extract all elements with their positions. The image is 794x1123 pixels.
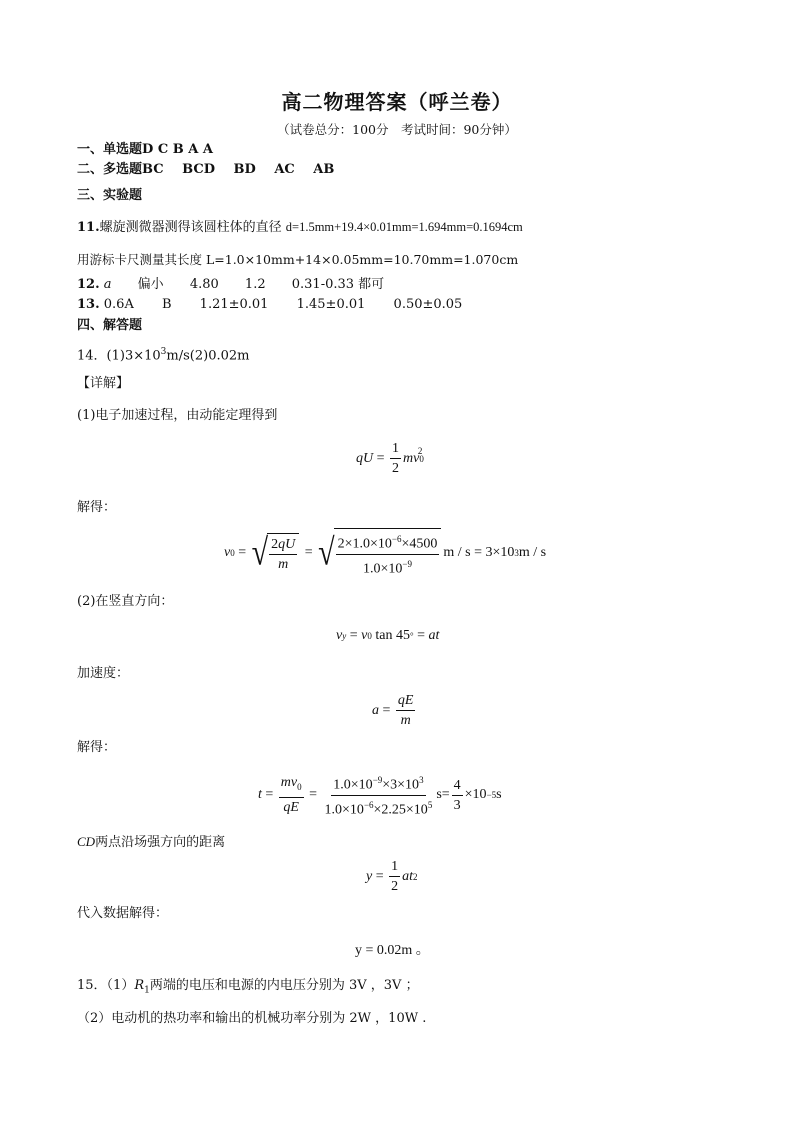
equation-result: [355, 939, 430, 959]
q14-summary-post: m/s(2)0.02m: [166, 348, 250, 364]
q13-answer: B: [161, 297, 172, 312]
section-multi-choice: [77, 162, 334, 178]
equation-velocity: v 0 = √ $\frac{2qU}{m}$ = √ $\frac{2\times 1.0\times 10^{-6}\times 4500}{1.0\times 10^{-9}}$ m / s = 3×10 3 m / s: [224, 528, 546, 577]
q15-line2: （2）电动机的热功率和输出的机械功率分别为 2W ，10W .: [77, 1011, 427, 1026]
q11-line2: 用游标卡尺测量其长度 L=1.0×10mm+14×0.05mm=10.70mm=1.070cm: [77, 252, 519, 267]
q13-line: [77, 297, 462, 313]
single-choice-answers: D C B A A: [142, 142, 213, 157]
multi-answer: BC: [142, 162, 164, 177]
multi-answer: AC: [274, 162, 295, 177]
q12-answer: 4.80: [189, 277, 219, 292]
section-heading: 二、多选题: [77, 162, 143, 177]
section-experiment: 三、实验题: [77, 188, 143, 203]
section-solutions: 四、解答题: [77, 318, 143, 333]
q12-answer: 1.2: [244, 277, 266, 292]
equation-time: t = $\frac{mv_0}{qE}$ = $\frac{1.0\times 10^{-9}\times 3\times 10^3}{1.0\times 10^{-6}\times 2.25\times 10^5}$ s= $\frac{4}{3}$ ×10 −5 s: [258, 772, 502, 818]
solve-label: 解得：: [77, 740, 117, 755]
cd-text: 两点沿场强方向的距离: [95, 835, 226, 850]
solve-label: 解得：: [77, 500, 117, 515]
section-single-choice: [77, 142, 213, 158]
equation-kinetic-energy: qU = $\frac{1}{2}$ mv 0 $^2$: [356, 441, 424, 476]
q12-line: [77, 277, 384, 293]
q11-text: 螺旋测微器测得该圆柱体的直径: [99, 220, 282, 235]
q15-sub: 1: [144, 985, 150, 996]
substitute-label: 代入数据解得：: [77, 906, 169, 921]
multi-answer: BCD: [182, 162, 215, 177]
q14-summary-exp: 3: [160, 347, 167, 357]
part1-intro: (1)电子加速过程，由动能定理得到: [77, 408, 278, 423]
page-subtitle: （试卷总分：100分 考试时间：90分钟）: [277, 122, 517, 137]
multi-answer: AB: [313, 162, 335, 177]
page-title: 高二物理答案（呼兰卷）: [281, 90, 513, 114]
q14-summary-pre: 14．(1)3×10: [77, 348, 161, 364]
equation-displacement: y = $\frac{1}{2}$ at 2: [366, 859, 418, 894]
question-number: 11.: [77, 220, 100, 235]
q15-text: 两端的电压和电源的内电压分别为 3V ，3V ；: [149, 978, 419, 993]
q14-summary: [77, 344, 249, 364]
result-text: y = 0.02m 。: [355, 943, 430, 958]
accel-label: 加速度：: [77, 666, 130, 681]
question-number: 12.: [77, 277, 100, 292]
cd-line: [77, 834, 225, 851]
q13-answer: 0.50±0.05: [393, 297, 463, 312]
q12-answer: 偏小: [137, 277, 164, 292]
section-heading: 一、单选题: [77, 142, 143, 157]
q15-var: R: [134, 978, 145, 993]
q12-answer: a: [103, 277, 112, 292]
cd-label: CD: [77, 834, 96, 849]
q13-answer: 1.45±0.01: [296, 297, 366, 312]
q15-prefix: 15．（1）: [77, 978, 135, 993]
equation-acceleration: a = $\frac{qE}{m}$: [372, 693, 414, 728]
q15-line1: [77, 978, 419, 999]
detail-label: 【详解】: [77, 376, 130, 391]
q13-answer: 0.6A: [103, 297, 134, 312]
q12-answer: 0.31-0.33 都可: [291, 277, 385, 292]
multi-answer: BD: [233, 162, 256, 177]
part2-intro: (2)在竖直方向：: [77, 594, 174, 609]
equation-vertical-velocity: v y = v 0 tan 45 ° = at: [336, 628, 440, 643]
question-number: 13.: [77, 297, 100, 312]
q11-diameter: d=1.5mm+19.4×0.01mm=1.694mm=0.1694cm: [285, 220, 523, 234]
q13-answer: 1.21±0.01: [199, 297, 269, 312]
q11-line1: [77, 219, 523, 236]
